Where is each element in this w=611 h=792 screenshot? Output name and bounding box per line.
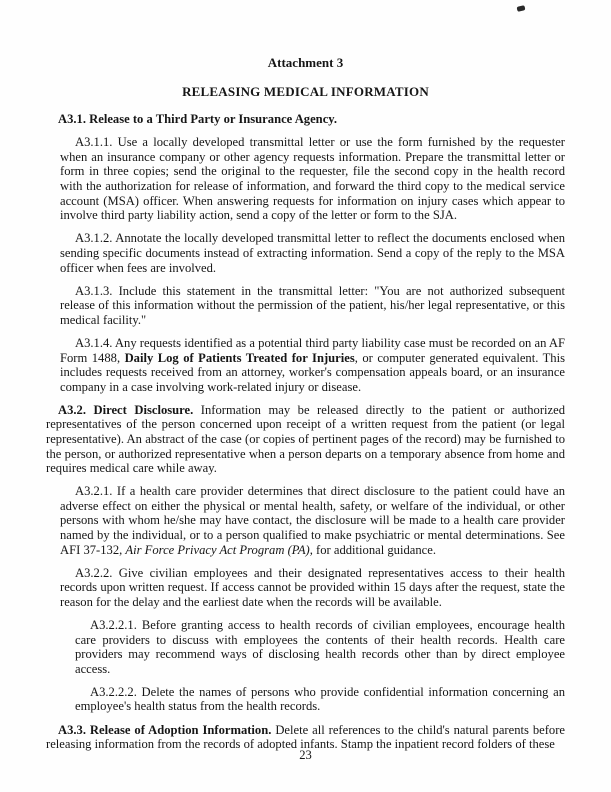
form-title-bold: Daily Log of Patients Treated for Injuries: [124, 350, 355, 365]
paragraph-text: A3.1.4. Any requests identified as a potential third party liability case must be recorded on an AF Form 1488,: [60, 335, 565, 365]
scan-artifact: [517, 5, 526, 12]
attachment-label: Attachment 3: [267, 55, 344, 70]
paragraph-a3-1-1: A3.1.1. Use a locally developed transmittal letter or use the form furnished by the requester when an insurance company or other agency requests information. Prepare the transmittal letter or form in three copies; send the original to the requester, file the second copy in the health record with the authorization for release of information, and forward the third copy to the medical service account (MSA) officer. When answering requests for information on injury cases which appear to involve third party liability action, send a copy of the letter or form to the SJA.: [60, 135, 565, 223]
page-number: 23: [299, 748, 312, 762]
section-heading-a3-1: A3.1. Release to a Third Party or Insurance Agency.: [58, 112, 338, 127]
paragraph-a3-1-3: A3.1.3. Include this statement in the transmittal letter: "You are not authorized subsequent release of this information without the permission of the patient, his/her legal representative, or this medical facility.": [60, 283, 565, 327]
paragraph-a3-2-2: A3.2.2. Give civilian employees and their designated representatives access to their health records upon written request. If access cannot be provided within 15 days after the request, state the reason for the delay and the earliest date when the records will be available.: [60, 565, 565, 609]
afi-reference-italic: Air Force Privacy Act Program (PA),: [125, 542, 313, 557]
paragraph-a3-2-2-1: A3.2.2.1. Before granting access to health records of civilian employees, encourage health care providers to discuss with employees the contents of their health records. Health care providers may recommend ways of disclosing health records other than by direct employee access.: [75, 618, 565, 676]
paragraph-a3-2-1: [46, 484, 565, 557]
paragraph-text: for additional guidance.: [312, 542, 436, 557]
paragraph-a3-2: [46, 403, 565, 476]
paragraph-text: Information may be released directly to the patient or authorized representatives of the person concerned upon receipt of a written request from the patient (or legal representative). An abstract of the case (or copies of pertinent pages of the record) may be furnished to the person, or authorized representative when a person departs on a temporary absence from home and requires medical care while away.: [46, 402, 565, 476]
paragraph-text: Delete all references to the child's natural parents before releasing information from the records of adopted infants. Stamp the inpatient record folders of these: [46, 722, 565, 752]
paragraph-a3-1-4: [46, 336, 565, 394]
document-title: RELEASING MEDICAL INFORMATION: [182, 83, 429, 99]
section-heading-a3-2: A3.2. Direct Disclosure.: [58, 402, 194, 417]
paragraph-a3-2-2-2: A3.2.2.2. Delete the names of persons who provide confidential information concerning an employee's health status from the health records.: [75, 684, 565, 714]
paragraph-text: , or computer generated equivalent. This includes requests received from an attorney, worker's compensation appeals board, or an insurance company in a case involving work-related injury or disease.: [60, 350, 565, 394]
paragraph-a3-1-2: A3.1.2. Annotate the locally developed transmittal letter to reflect the documents enclosed when sending specific documents instead of extracting information. Send a copy of the reply to the MSA officer when fees are involved.: [60, 231, 565, 275]
section-heading-a3-3: A3.3. Release of Adoption Information.: [58, 722, 272, 737]
paragraph-text: A3.2.1. If a health care provider determines that direct disclosure to the patient could have an adverse effect on either the physical or mental health, safety, or welfare of the individual, or other persons with whom he/she may have contact, the disclosure will be made to a health care provider named by the individual, or to a person qualified to make psychiatric or mental determinations. See AFI 37-132,: [60, 484, 565, 557]
